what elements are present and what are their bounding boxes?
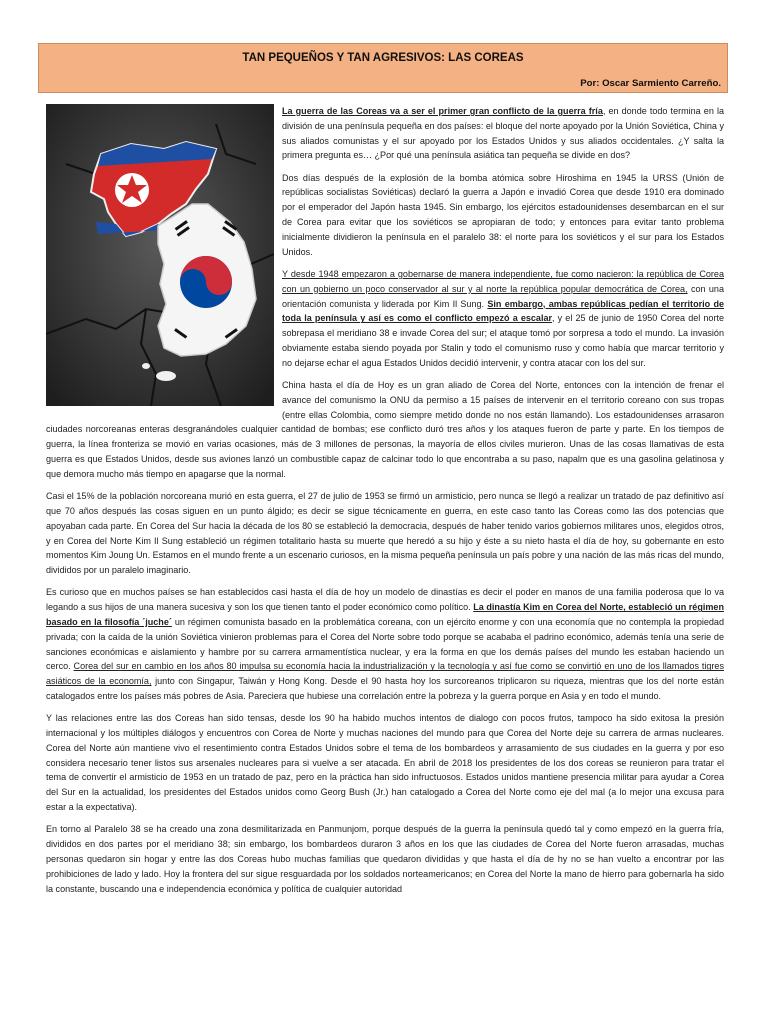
article-title: TAN PEQUEÑOS Y TAN AGRESIVOS: LAS COREAS bbox=[242, 52, 524, 64]
p6-e: junto con Singapur, Taiwán y Hong Kong. Desde el 90 hasta hoy los surcoreanos triplicaron su riqueza, mientras que los del norte están catalogados entre los países más pobres de Asia. Pareciera que hubiese una correlación entre la pobreza y la guerra porque en Asia y en todo el mundo. bbox=[46, 676, 724, 701]
paragraph-8: En torno al Paralelo 38 se ha creado una zona desmilitarizada en Panmunjom, porque después de la guerra la península quedó tal y como empezó en la guerra fría, divididos en dos partes por el meridiano 38; sin embargo, los bombardeos duraron 3 años en los que las ciudades de Corea del Norte fueron arrasadas, muchas personas quedaron sin hogar y entre las dos Coreas hubo muchas familias que quedaron divididas y que hasta el día de hy no se han vuelto a encontrar por las prohibiciones de lado y lado. Hoy la frontera del sur sigue resguardada por los soldados norteamericanos; en Corea del Norte la mano de hierro para gobernarla ha sido la constante, buscando una e independencia económica y política de cualquier autoridad bbox=[46, 824, 724, 894]
p6-c: un régimen comunista basado en la problemática coreana, con un ejército enorme y con una economía que no contempla la propiedad privada; con la caída de la unión Soviética vinieron problemas para el Corea del Norte sobre todo porque se acababa el padrino económico, además tenía una serie de sanciones económicas e aislamiento y hambre por su carrera armamentística nuclear, y era la forma en que los demás países del mundo les estaban haciendo un cerco. bbox=[46, 617, 724, 672]
p1-rest: , en donde todo termina en la división de una península pequeña en dos países: el bloque del norte apoyado por la Unión Soviética, China y sus aliados comunistas y el sur apoyado por los Estados Unidos y sus aliados occidentales. ¿Y salta la primera pregunta es… ¿Por qué una península asiática tan pequeña se divide en dos? bbox=[282, 106, 724, 161]
p6-bold: La dinastía Kim en Corea del Norte, estableció un régimen basado en la filosofía ´juche´ bbox=[46, 602, 724, 627]
p1-lead: La guerra de las Coreas va a ser el primer gran conflicto de la guerra fría bbox=[282, 106, 603, 116]
paragraph-5: Casi el 15% de la población norcoreana murió en esta guerra, el 27 de julio de 1953 se firmó un armisticio, pero nunca se llegó a realizar un tratado de paz definitivo así que 70 años después las cosas siguen en un punto álgido; es decir se sigue técnicamente en guerra, en este caso tanto las Coreas como las dos potencias que apoyaban cada parte. En Corea del Sur hacia la década de los 80 se estableció la democracia, después de haber tenido varios gobiernos militares unos, elegidos otros, y en Corea del Norte Kim Il Sung estableció un régimen totalitario hasta su muerte que heredó a su hijo y éste a su nieto hasta el día de hoy, su gobernante en esto momentos Kim Joung Un. Estamos en el mundo frente a un escenario curiosos, en la misma pequeña península un país pobre y una nación de las más ricas del mundo, divididos por un paralelo imaginario. bbox=[46, 491, 724, 576]
p3-lead: Y desde 1948 empezaron a gobernarse de manera independiente, fue como nacieron: la república de Corea con un gobierno un poco conservador al sur y al norte la república popular democrática de Corea, bbox=[282, 268, 724, 294]
p3-bold: Sin embargo, ambas repúblicas pedían el territorio de toda la península y así es como el conflicto empezó a escalar bbox=[282, 298, 724, 324]
paragraph-7: Y las relaciones entre las dos Coreas han sido tensas, desde los 90 ha habido muchos intentos de dialogo con pocos frutos, tampoco ha sido exitosa la presión internacional y los múltiples diálogos y encuentros con Corea de Norte y muchas naciones del mundo para que Corea del Norte deje su carrera de armas nucleares. Corea del Norte aún mantiene vivo el resentimiento contra Estados Unidos sobre el tema de los bombardeos y arrasamiento de sus ciudades en la guerra y por eso considera necesario tener listos sus arsenales nucleares para si vuelve a ser atacada. En abril de 2018 los presidentes de los dos coreas se reunieron para tratar el tema de convertir el armisticio de 1953 en un tratado de paz, pero en la práctica han sido infructuosos. Estados unidos mantiene presencia militar para ayudar a Corea del Sur en la actualidad, los presidentes del Estados unidos como Georg Bush (Jr.) han catalogado a Corea del Norte como eje del mal (a lo mejor una excusa para estar a la expectativa). bbox=[46, 713, 724, 813]
article-body bbox=[46, 104, 724, 904]
p6-a: Es curioso que en muchos países se han establecidos casi hasta el día de hoy un modelo de dinastías es decir el poder en manos de una familia poderosa que lo va legando a sus hijos de una manera sucesiva y son los que tienen tanto el poder económico como político. bbox=[46, 587, 724, 613]
korea-flags-map-image bbox=[46, 104, 274, 406]
p6-underline: Corea del sur en cambio en los años 80 impulsa su economía hacia la industrialización y la tecnología y así fue como se convirtió en uno de los llamados tigres asiáticos de la economía, bbox=[46, 661, 724, 687]
paragraph-4: China hasta el día de Hoy es un gran aliado de Corea del Norte, entonces con la intención de frenar el avance del comunismo la ONU da permiso a 15 países de intervenir en el territorio coreano con sus tropas (entre ellas Colombia, como siempre metido donde no nos están llamando). Los estadounidenses arrasaron ciudades norcoreanas enteras desgranándoles cualquier cantidad de bombas; ese conflicto duró tres años y los ataques fueron de parte y parte. En los tiempos de guerra, la línea fronteriza se movió en varias ocasiones, más de 3 millones de personas, la mayoría de ellos civiles murieron. Unas de las cosas llamativas de esta guerra es que Estados Unidos, desde sus aviones lanzó un combustible capaz de calcinar todo lo que encontraba a su paso, napalm que es una gasolina gelatinosa y que demora mucho más tiempo en apagarse que la normal. bbox=[46, 380, 724, 479]
paragraph-6 bbox=[46, 585, 724, 703]
article-header bbox=[38, 43, 728, 93]
p3-mid: con una orientación comunista y liderada por Kim Il Sung. bbox=[282, 283, 724, 309]
p3-rest: , y el 25 de junio de 1950 Corea del norte sobrepasa el meridiano 38 e invade Corea del sur; el ataque tomó por sorpresa a todo el mundo. La invasión obviamente estaba siendo poyada por Stalin y todo el comunismo ruso y como había que marcar territorio y no dejarse echar el agua Estados Unidos decidió intervenir, y contra atacar con los del sur. bbox=[282, 313, 724, 368]
paragraph-2: Dos días después de la explosión de la bomba atómica sobre Hiroshima en 1945 la URSS (Unión de repúblicas socialistas Soviéticas) declaró la guerra a Japón e invadió Corea que desde 1910 era dominado por el emperador del Japón hasta 1945. Sin embargo, los ejércitos estadounidenses desembarcan en el sur de Corea para evitar que los soviéticos se apropiaran de todo; y entonces para evitar tanto problema inicialmente dividieron la península en el paralelo 38: el norte para los soviéticos y el sur para los Estados Unidos. bbox=[282, 172, 724, 257]
article-author: Por: Oscar Sarmiento Carreño. bbox=[580, 78, 721, 89]
